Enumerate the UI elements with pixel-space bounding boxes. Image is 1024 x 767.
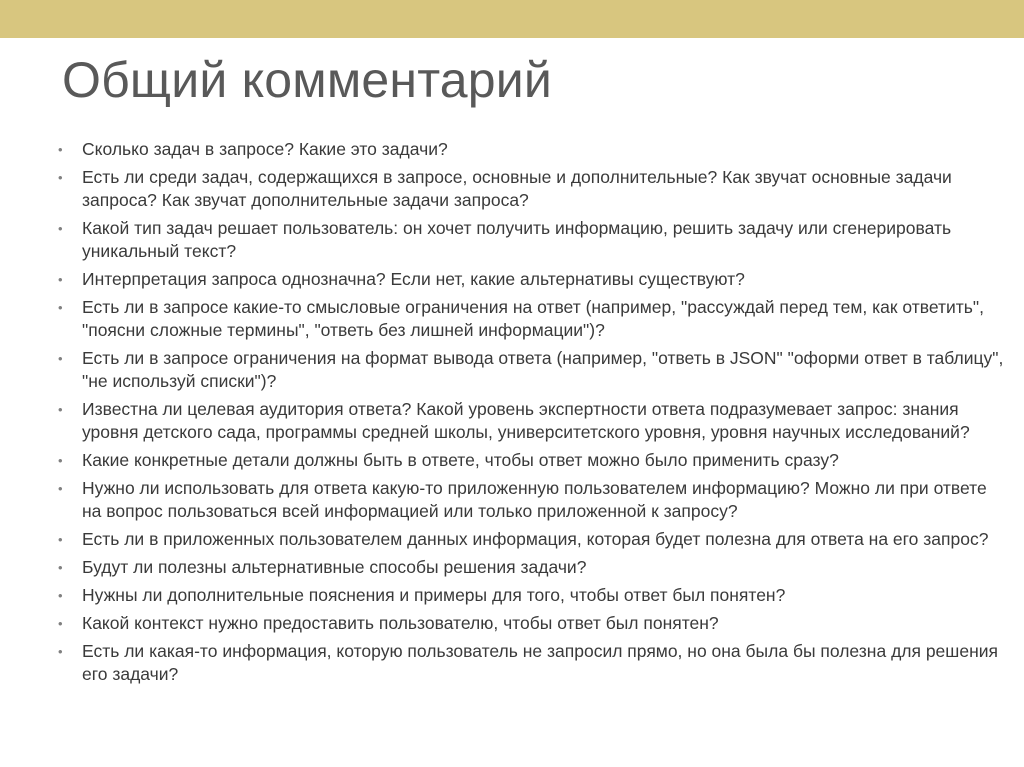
bullet-icon: •	[58, 616, 63, 631]
list-item	[58, 528, 1008, 551]
list-item-text: Есть ли в запросе какие-то смысловые ограничения на ответ (например, "рассуждай перед тем, как ответить", "поясни сложные термины", "ответь без лишней информации")?	[82, 297, 984, 340]
list-item	[58, 612, 1008, 635]
bullet-icon: •	[58, 272, 63, 287]
list-item	[58, 398, 1008, 444]
list-item-text: Есть ли в приложенных пользователем данных информация, которая будет полезна для ответа на его запрос?	[82, 529, 989, 549]
list-item	[58, 166, 1008, 212]
list-item-text: Нужно ли использовать для ответа какую-то приложенную пользователем информацию? Можно ли при ответе на вопрос пользоваться всей информацией или только приложенной к запросу?	[82, 478, 987, 521]
list-item	[58, 217, 1008, 263]
bullet-icon: •	[58, 481, 63, 496]
list-item	[58, 296, 1008, 342]
question-list	[58, 138, 1008, 691]
bullet-icon: •	[58, 402, 63, 417]
bullet-icon: •	[58, 351, 63, 366]
list-item-text: Какие конкретные детали должны быть в ответе, чтобы ответ можно было применить сразу?	[82, 450, 839, 470]
list-item-text: Нужны ли дополнительные пояснения и примеры для того, чтобы ответ был понятен?	[82, 585, 786, 605]
list-item-text: Будут ли полезны альтернативные способы решения задачи?	[82, 557, 587, 577]
bullet-icon: •	[58, 560, 63, 575]
list-item	[58, 138, 1008, 161]
list-item	[58, 449, 1008, 472]
bullet-icon: •	[58, 453, 63, 468]
list-item-text: Какой тип задач решает пользователь: он хочет получить информацию, решить задачу или сгенерировать уникальный текст?	[82, 218, 952, 261]
bullet-icon: •	[58, 588, 63, 603]
list-item-text: Есть ли в запросе ограничения на формат вывода ответа (например, "ответь в JSON" "оформи ответ в таблицу", "не используй списки")?	[82, 348, 1004, 391]
list-item-text: Сколько задач в запросе? Какие это задачи?	[82, 139, 448, 159]
list-item-text: Известна ли целевая аудитория ответа? Какой уровень экспертности ответа подразумевает запрос: знания уровня детского сада, программы средней школы, университетского уровня, уровня научных исследований?	[82, 399, 970, 442]
list-item	[58, 556, 1008, 579]
list-item-text: Есть ли среди задач, содержащихся в запросе, основные и дополнительные? Как звучат основные задачи запроса? Как звучат дополнительные задачи запроса?	[82, 167, 952, 210]
list-item-text: Какой контекст нужно предоставить пользователю, чтобы ответ был понятен?	[82, 613, 719, 633]
bullet-icon: •	[58, 300, 63, 315]
list-item	[58, 584, 1008, 607]
list-item	[58, 640, 1008, 686]
top-accent-bar	[0, 0, 1024, 38]
list-item	[58, 347, 1008, 393]
bullet-icon: •	[58, 142, 63, 157]
list-item-text: Интерпретация запроса однозначна? Если нет, какие альтернативы существуют?	[82, 269, 745, 289]
bullet-icon: •	[58, 644, 63, 659]
bullet-icon: •	[58, 170, 63, 185]
list-item-text: Есть ли какая-то информация, которую пользователь не запросил прямо, но она была бы полезна для решения его задачи?	[82, 641, 998, 684]
list-item	[58, 477, 1008, 523]
slide-title: Общий комментарий	[62, 52, 553, 108]
bullet-icon: •	[58, 221, 63, 236]
list-item	[58, 268, 1008, 291]
bullet-icon: •	[58, 532, 63, 547]
